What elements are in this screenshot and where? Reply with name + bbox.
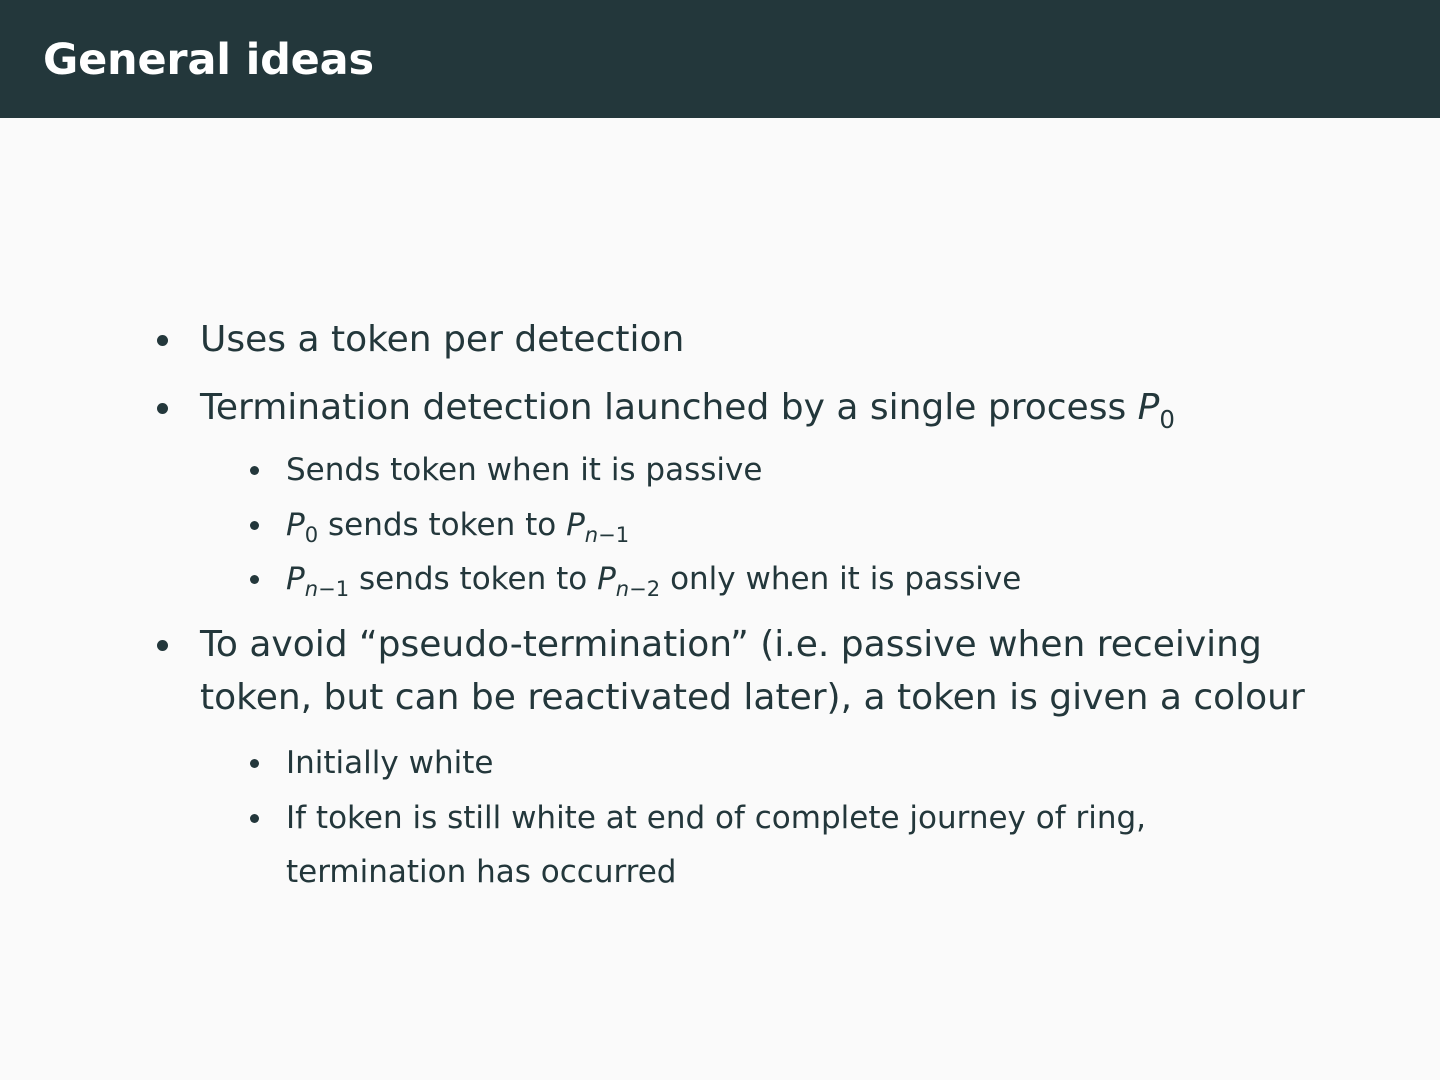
math-variable: P: [566, 507, 585, 543]
sub-item-text: sends token to: [349, 561, 598, 597]
sub-bullet-marker: [250, 759, 259, 768]
bullet-text-line-1: To avoid “pseudo-termination” (i.e. passive when receiving: [200, 624, 1262, 665]
math-subscript: [585, 522, 629, 547]
bullet-marker: [157, 640, 168, 651]
sub-item: [286, 498, 629, 555]
sub-item-text: only when it is passive: [660, 561, 1022, 597]
math-subscript: [616, 576, 660, 601]
bullet-marker: [157, 335, 168, 346]
sub-bullet-marker: [250, 466, 259, 475]
math-subscript-rest: −1: [598, 522, 630, 548]
bullet-item-3: [200, 618, 1340, 728]
bullet-text-line-2: token, but can be reactivated later), a token is given a colour: [200, 677, 1305, 718]
slide-title: General ideas: [43, 35, 374, 85]
sub-item: Sends token when it is passive: [286, 452, 763, 488]
bullet-text: Uses a token per detection: [200, 319, 685, 360]
sub-item-text: sends token to: [318, 507, 567, 543]
math-subscript-var: n: [615, 576, 630, 602]
sub-item: Initially white: [286, 745, 494, 781]
sub-item: [286, 552, 1021, 609]
math-variable: P: [1137, 387, 1160, 428]
bullet-text: [200, 381, 1175, 437]
sub-bullet-marker: [250, 521, 259, 530]
math-subscript: 0: [1159, 404, 1175, 434]
math-subscript: 0: [304, 522, 319, 548]
sub-bullet-marker: [250, 575, 259, 584]
math-subscript-rest: −2: [629, 576, 661, 602]
bullet-marker: [157, 403, 168, 414]
math-variable: P: [286, 507, 305, 543]
sub-item-line-2: termination has occurred: [286, 854, 677, 890]
math-subscript-var: n: [304, 576, 319, 602]
math-subscript-rest: −1: [318, 576, 350, 602]
math-subscript: [305, 576, 349, 601]
math-subscript-var: n: [584, 522, 599, 548]
bullet-text-prefix: Termination detection launched by a single process: [200, 387, 1138, 428]
math-variable: P: [597, 561, 616, 597]
sub-bullet-marker: [250, 814, 259, 823]
math-variable: P: [286, 561, 305, 597]
sub-item-line-1: If token is still white at end of complete journey of ring,: [286, 800, 1147, 836]
